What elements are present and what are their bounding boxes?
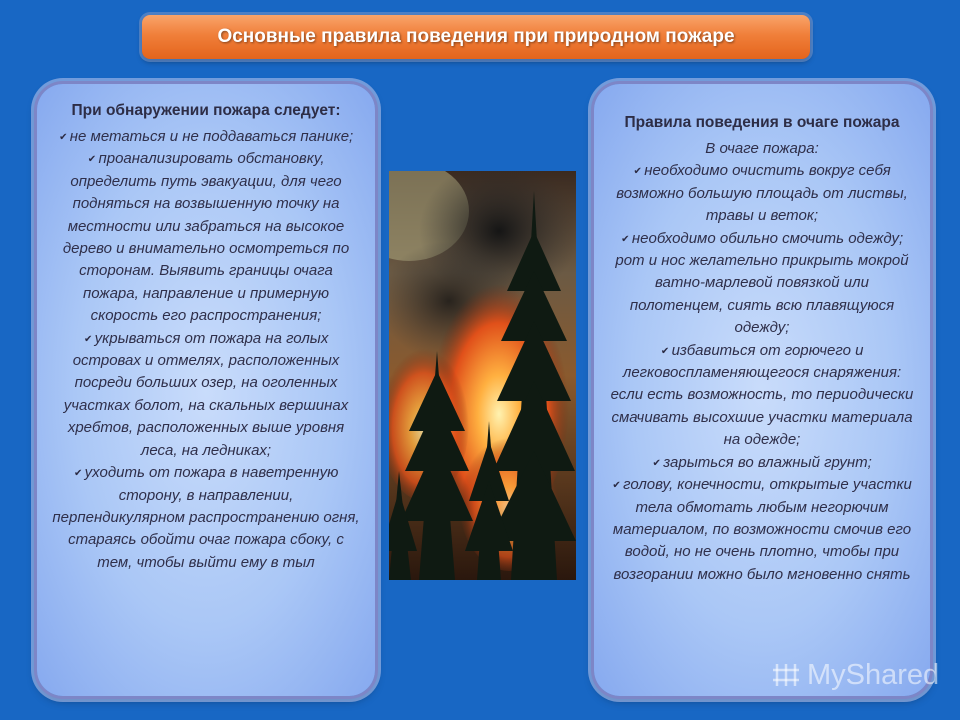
list-item: ✔ проанализировать обстановку, определить путь эвакуации, для чего подняться на возвышенную точку на местности или забраться на высокое дерево и внимательно осмотреться по сторонам. Выявить границы очага пожара, направление и примерную скорость его распространения; [62,150,350,325]
watermark-text: MyShared [807,658,940,691]
right-panel-heading: Правила поведения в очаге пожара [624,114,900,131]
checkmark-icon: ✔ [83,333,93,345]
checkmark-icon: ✔ [652,457,661,469]
list-item: ✔ не метаться и не поддаваться панике; [59,128,354,145]
checkmark-icon: ✔ [633,166,642,178]
checkmark-icon: ✔ [87,154,97,166]
checkmark-icon: ✔ [612,480,621,492]
list-item: ✔ необходимо обильно смочить одежду; рот и нос желательно прикрыть мокрой ватно-марлевой повязкой или полотенцем, сиять всю плавящуюся одежду; [615,229,909,337]
forest-fire-photo [389,171,576,580]
left-panel [37,84,375,696]
left-panel-list [51,126,361,574]
list-item: ✔ укрываться от пожара на голых островах и отмелях, расположенных посреди больших озер, на оголенных участках болот, на скальных вершинах хребтов, расположенных выше уровня леса, на ледниках; [63,329,349,459]
forest-fire-image [389,171,576,580]
list-item: ✔ голову, конечности, открытые участки тела обмотать любым негорючим материалом, по возможности смочив его водой, но не очень плотно, чтобы при возгорании можно было мгновенно снять [612,476,912,583]
watermark [771,655,939,695]
list-item: ✔ уходить от пожара в наветренную сторону, в направлении, перпендикулярном распространению огня, стараясь обойти очаг пожара сбоку, с тем, чтобы выйти ему в тыл [52,464,360,571]
checkmark-icon: ✔ [59,132,68,143]
checkmark-icon: ✔ [660,345,670,357]
list-item: ✔ необходимо очистить вокруг себя возможно большую площадь от листвы, травы и веток; [616,162,908,225]
right-panel [594,84,930,696]
list-item: ✔ зарыться во влажный грунт; [652,453,872,471]
left-panel-heading: При обнаружении пожара следует: [71,102,341,119]
right-panel-list [608,160,916,586]
checkmark-icon: ✔ [73,468,83,480]
slide-title: Основные правила поведения при природном пожаре [217,26,735,47]
list-item: ✔ избавиться от горючего и легковоспламеняющегося снаряжения: если есть возможность, то периодически смачивать высохшие участки материала на одежде; [610,341,914,449]
checkmark-icon: ✔ [621,233,630,245]
right-panel-intro: В очаге пожара: [705,140,819,157]
watermark-logo-icon [771,660,801,690]
slide-title-bar [142,15,810,59]
